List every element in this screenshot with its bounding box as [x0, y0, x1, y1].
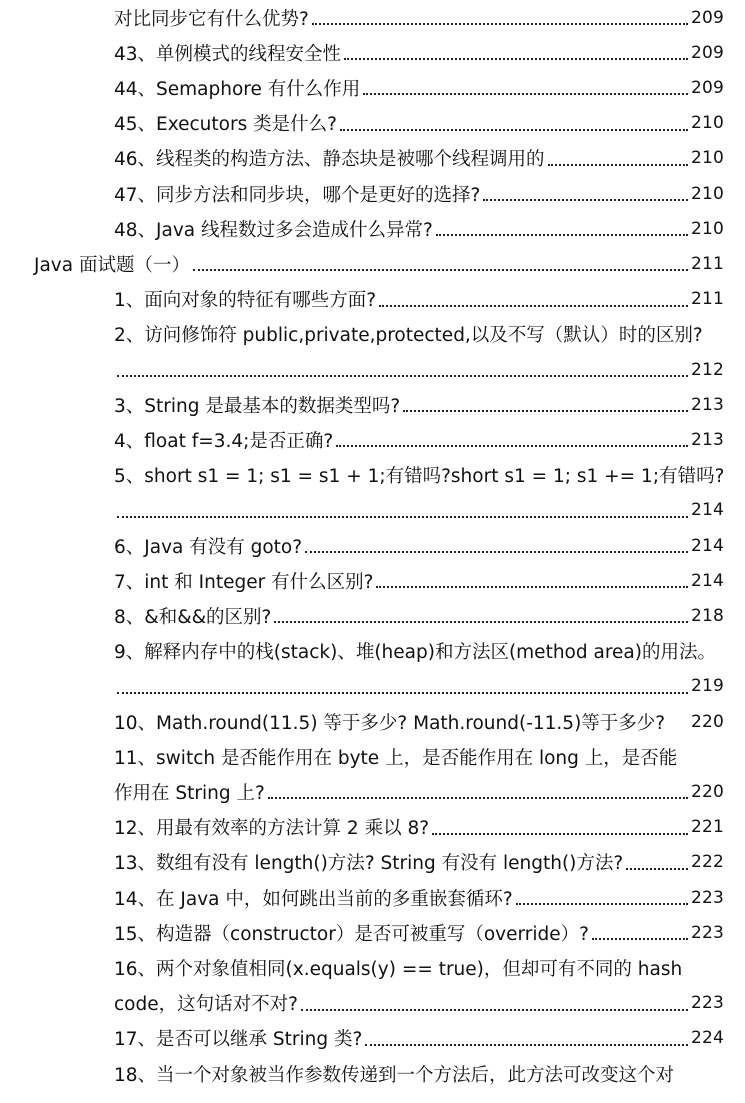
toc-page-number: 210: [690, 148, 724, 169]
dot-leader: [336, 444, 688, 447]
toc-entry-title: 10、Math.round(11.5) 等于多少? Math.round(-11.5)等于多少?: [114, 712, 666, 734]
dot-leader: [117, 691, 688, 694]
toc-page-number: 218: [690, 605, 724, 626]
toc-page-number: 209: [690, 7, 724, 28]
toc-entry-line[interactable]: [114, 986, 724, 1021]
toc-page-number: 214: [690, 570, 724, 591]
toc-entry-line[interactable]: [114, 563, 724, 598]
toc-entry-line[interactable]: [114, 880, 724, 915]
toc-entry-title: 48、Java 线程数过多会造成什么异常?: [114, 219, 433, 241]
toc-entry-line[interactable]: [114, 458, 724, 493]
toc-entry-line[interactable]: [114, 387, 724, 422]
toc-entry-line[interactable]: [114, 211, 724, 246]
dot-leader: [436, 233, 688, 236]
toc-entry-line[interactable]: [114, 493, 724, 528]
toc-entry-title: 3、String 是最基本的数据类型吗?: [114, 395, 401, 417]
toc-entry-line[interactable]: [114, 1021, 724, 1056]
dot-leader: [363, 92, 688, 95]
dot-leader: [305, 550, 688, 553]
toc-entry-title: Java 面试题（一）: [34, 254, 190, 276]
toc-page-number: 220: [690, 711, 724, 732]
toc-entry-line[interactable]: [114, 774, 724, 809]
toc-entry-line[interactable]: [114, 634, 724, 669]
toc-page-number: 213: [690, 394, 724, 415]
toc-entry-title: 1、面向对象的特征有哪些方面?: [114, 290, 377, 312]
toc-entry-line[interactable]: [114, 141, 724, 176]
toc-entry-title: 45、Executors 类是什么?: [114, 114, 337, 136]
toc-entry-title: 13、数组有没有 length()方法? String 有没有 length()方法?: [114, 853, 624, 875]
toc-entry-title: 4、float f=3.4;是否正确?: [114, 430, 334, 452]
toc-page-number: 209: [690, 42, 724, 63]
toc-entry-line[interactable]: [114, 845, 724, 880]
dot-leader: [592, 937, 688, 940]
toc-entry-title: 14、在 Java 中，如何跳出当前的多重嵌套循环?: [114, 888, 513, 910]
toc-page-number: 213: [690, 429, 724, 450]
toc-entry-line[interactable]: [114, 950, 724, 985]
dot-leader: [268, 796, 688, 799]
toc-page-number: 212: [690, 359, 724, 380]
toc-page-number: 224: [690, 1028, 724, 1049]
toc-page-number: 211: [690, 289, 724, 310]
toc-entry-title: 12、用最有效率的方法计算 2 乘以 8?: [114, 818, 430, 840]
toc-page-number: 210: [690, 113, 724, 134]
toc-page-number: 223: [690, 922, 724, 943]
toc-entry-title: 9、解释内存中的栈(stack)、堆(heap)和方法区(method area)的用法。: [114, 642, 716, 664]
toc-entry-title: 11、switch 是否能作用在 byte 上，是否能作用在 long 上，是否能: [114, 747, 678, 769]
toc-entry-line[interactable]: [114, 739, 724, 774]
dot-leader: [483, 198, 688, 201]
toc-page-number: 223: [690, 887, 724, 908]
toc-page-number: 214: [690, 500, 724, 521]
toc-entry-title: 2、访问修饰符 public,private,protected,以及不写（默认）时的区别?: [114, 325, 703, 347]
dot-leader: [626, 867, 688, 870]
toc-entry-line[interactable]: [114, 35, 724, 70]
toc-entry-title: 43、单例模式的线程安全性: [114, 43, 342, 65]
toc-entry-line[interactable]: [114, 70, 724, 105]
toc-entry-line[interactable]: [114, 106, 724, 141]
toc-entry-title: code，这句话对不对?: [114, 994, 298, 1016]
toc-entry-title: 47、同步方法和同步块，哪个是更好的选择?: [114, 184, 481, 206]
toc-entry-line[interactable]: [114, 176, 724, 211]
toc-entry-line[interactable]: [114, 528, 724, 563]
toc-entry-line[interactable]: [114, 0, 724, 35]
toc-entry-title: 对比同步它有什么优势?: [114, 8, 309, 30]
toc-page-number: 221: [690, 817, 724, 838]
toc-entry-title: 6、Java 有没有 goto?: [114, 536, 303, 558]
toc-page-number: 219: [690, 676, 724, 697]
dot-leader: [312, 22, 688, 25]
dot-leader: [117, 374, 688, 377]
dot-leader: [301, 1008, 688, 1011]
toc-entry-line[interactable]: [114, 317, 724, 352]
toc-entry-title: 16、两个对象值相同(x.equals(y) == true)，但却可有不同的 hash: [114, 958, 683, 980]
dot-leader: [403, 409, 688, 412]
toc-entry-title: 15、构造器（constructor）是否可被重写（override）?: [114, 923, 589, 945]
toc-entry-line[interactable]: [114, 598, 724, 633]
toc-entry-line[interactable]: [114, 704, 724, 739]
toc-page-number: 209: [690, 77, 724, 98]
toc-page-number: 222: [690, 852, 724, 873]
toc-entry-line[interactable]: [114, 282, 724, 317]
toc-entry-title: 46、线程类的构造方法、静态块是被哪个线程调用的: [114, 149, 545, 171]
toc-page-number: 210: [690, 218, 724, 239]
dot-leader: [117, 515, 688, 518]
dot-leader: [376, 585, 688, 588]
toc-page-number: 223: [690, 993, 724, 1014]
toc-entry-title: 44、Semaphore 有什么作用: [114, 78, 361, 100]
dot-leader: [274, 620, 688, 623]
dot-leader: [344, 57, 688, 60]
dot-leader: [516, 902, 688, 905]
toc-page-number: 210: [690, 183, 724, 204]
dot-leader: [193, 268, 688, 271]
toc-entry-title: 8、&和&&的区别?: [114, 606, 272, 628]
toc-entry-line[interactable]: [114, 352, 724, 387]
toc-entry-line[interactable]: [114, 669, 724, 704]
toc-entry-title: 7、int 和 Integer 有什么区别?: [114, 571, 374, 593]
dot-leader: [379, 304, 688, 307]
toc-entry-line[interactable]: [114, 1056, 724, 1091]
dot-leader: [365, 1043, 688, 1046]
dot-leader: [548, 163, 688, 166]
toc-entry-title: 18、当一个对象被当作参数传递到一个方法后，此方法可改变这个对: [114, 1064, 675, 1086]
toc-entry-line[interactable]: [34, 246, 724, 281]
toc-entry-title: 5、short s1 = 1; s1 = s1 + 1;有错吗?short s1 = 1; s1 += 1;有错吗?: [114, 466, 725, 488]
toc-entry-title: 17、是否可以继承 String 类?: [114, 1029, 363, 1051]
dot-leader: [340, 128, 688, 131]
toc-page-number: 214: [690, 535, 724, 556]
dot-leader: [432, 832, 688, 835]
toc-entry-line[interactable]: [114, 915, 724, 950]
toc-page-number: 211: [690, 253, 724, 274]
toc-page-number: 220: [690, 781, 724, 802]
toc-entry-line[interactable]: [114, 422, 724, 457]
toc-entry-title: 作用在 String 上?: [114, 782, 265, 804]
toc-entry-line[interactable]: [114, 810, 724, 845]
